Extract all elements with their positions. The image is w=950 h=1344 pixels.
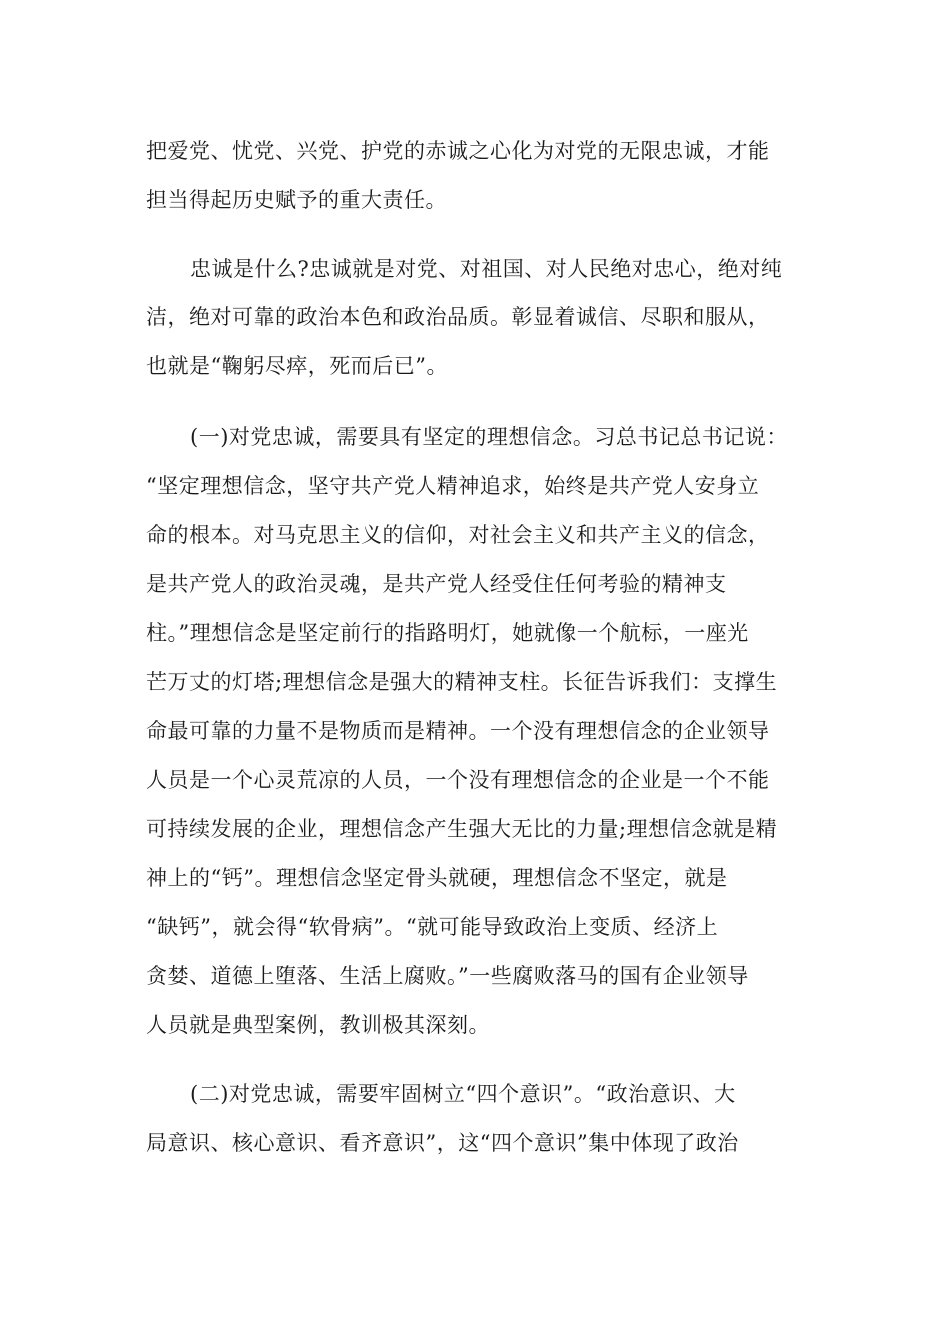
paragraph-2-line-1: 忠诚是什么?忠诚就是对党、对祖国、对人民绝对忠心，绝对纯 [190, 257, 783, 281]
paragraph-2-line-3: 也就是“鞠躬尽瘁，死而后已”。 [146, 354, 448, 378]
paragraph-3-line-3: 命的根本。对马克思主义的信仰，对社会主义和共产主义的信念， [146, 523, 770, 547]
paragraph-2-line-2: 洁，绝对可靠的政治本色和政治品质。彰显着诚信、尽职和服从， [146, 305, 770, 329]
paragraph-3-line-7: 命最可靠的力量不是物质而是精神。一个没有理想信念的企业领导 [146, 719, 770, 743]
paragraph-1-line-1: 把爱党、忧党、兴党、护党的赤诚之心化为对党的无限忠诚，才能 [146, 139, 770, 163]
paragraph-3-line-6: 芒万丈的灯塔;理想信念是强大的精神支柱。长征告诉我们：支撑生 [146, 670, 778, 694]
paragraph-3-line-5: 柱。”理想信念是坚定前行的指路明灯，她就像一个航标，一座光 [146, 621, 749, 645]
paragraph-3-line-12: 贪婪、道德上堕落、生活上腐败。”一些腐败落马的国有企业领导 [146, 964, 749, 988]
paragraph-4-line-2: 局意识、核心意识、看齐意识”，这“四个意识”集中体现了政治 [146, 1131, 739, 1155]
paragraph-3-line-8: 人员是一个心灵荒凉的人员，一个没有理想信念的企业是一个不能 [146, 768, 770, 792]
paragraph-4-line-1: (二)对党忠诚，需要牢固树立“四个意识”。“政治意识、大 [190, 1082, 736, 1106]
paragraph-1-line-2: 担当得起历史赋予的重大责任。 [146, 188, 447, 212]
paragraph-3-line-10: 神上的“钙”。理想信念坚定骨头就硬，理想信念不坚定，就是 [146, 866, 728, 890]
paragraph-3-line-11: “缺钙”，就会得“软骨病”。“就可能导致政治上变质、经济上 [146, 915, 719, 939]
paragraph-3-line-13: 人员就是典型案例，教训极其深刻。 [146, 1013, 490, 1037]
paragraph-3-line-2: “坚定理想信念，坚守共产党人精神追求，始终是共产党人安身立 [146, 474, 760, 498]
paragraph-3-line-4: 是共产党人的政治灵魂，是共产党人经受住任何考验的精神支 [146, 572, 727, 596]
paragraph-3-line-9: 可持续发展的企业，理想信念产生强大无比的力量;理想信念就是精 [146, 817, 778, 841]
paragraph-3-line-1: (一)对党忠诚，需要具有坚定的理想信念。习总书记总书记说： [190, 425, 788, 449]
